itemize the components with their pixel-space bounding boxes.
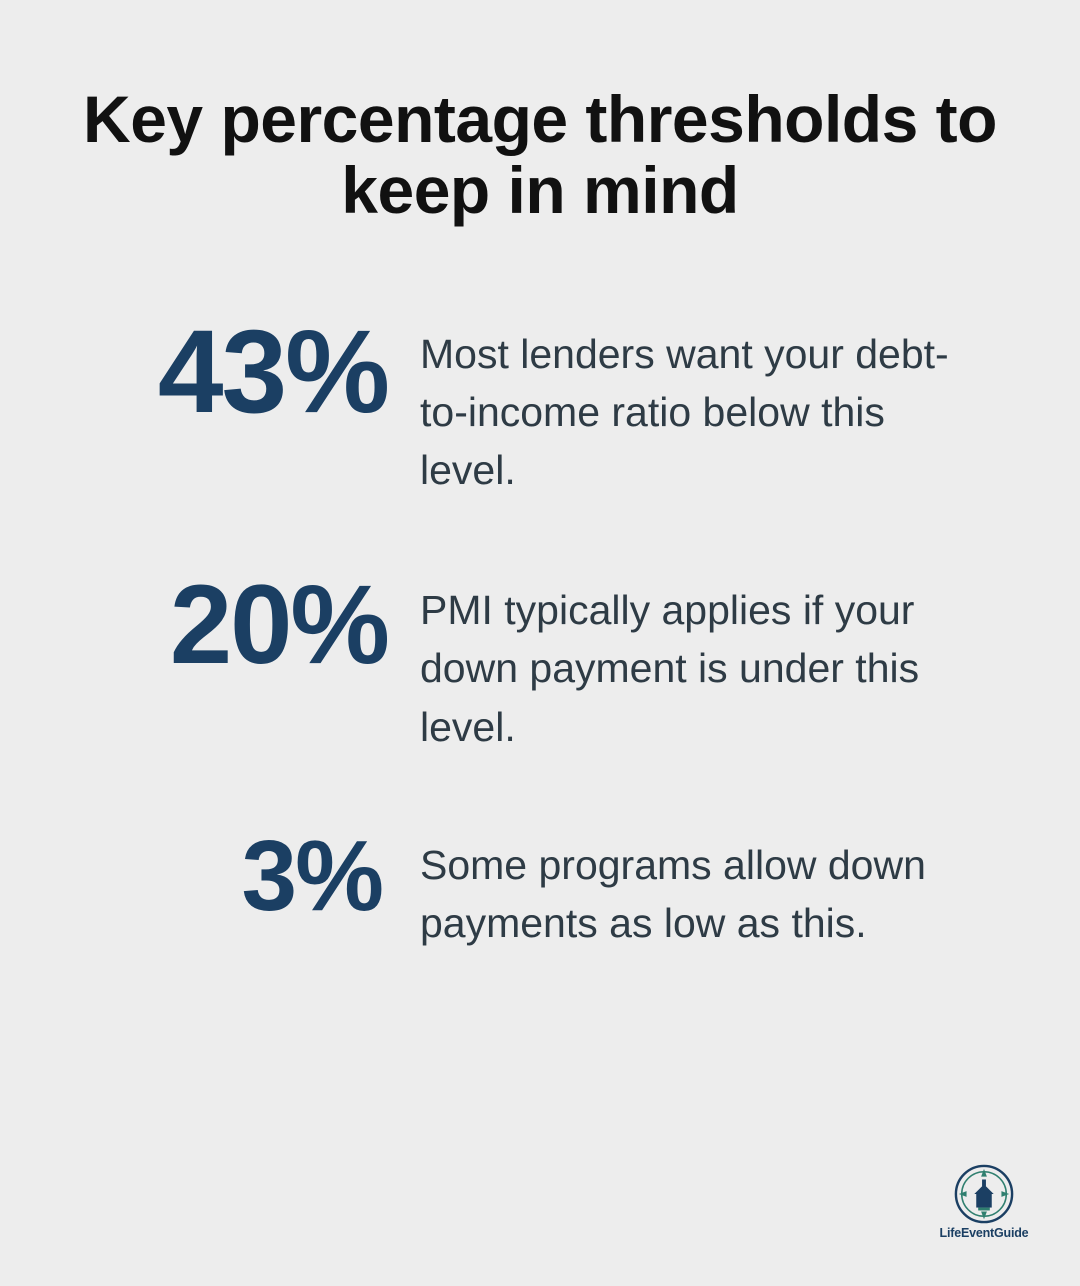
list-item bbox=[60, 305, 1020, 500]
stat-description: PMI typically applies if your down payment is under this level. bbox=[420, 587, 920, 750]
page-title: Key percentage thresholds to keep in mind bbox=[83, 82, 997, 228]
compass-building-logo-icon bbox=[953, 1163, 1015, 1225]
stat-description: Most lenders want your debt-to-income ratio below this level. bbox=[420, 330, 949, 493]
stat-value: 20% bbox=[169, 562, 388, 688]
stat-value: 3% bbox=[241, 819, 382, 932]
list-item bbox=[60, 819, 1020, 952]
list-item bbox=[60, 562, 1020, 756]
stat-description: Some programs allow down payments as low as this. bbox=[420, 841, 926, 947]
brand-logo bbox=[936, 1156, 1032, 1240]
brand-name: LifeEventGuide bbox=[939, 1226, 1029, 1240]
stat-list bbox=[60, 305, 1020, 953]
stat-value: 43% bbox=[157, 305, 388, 438]
